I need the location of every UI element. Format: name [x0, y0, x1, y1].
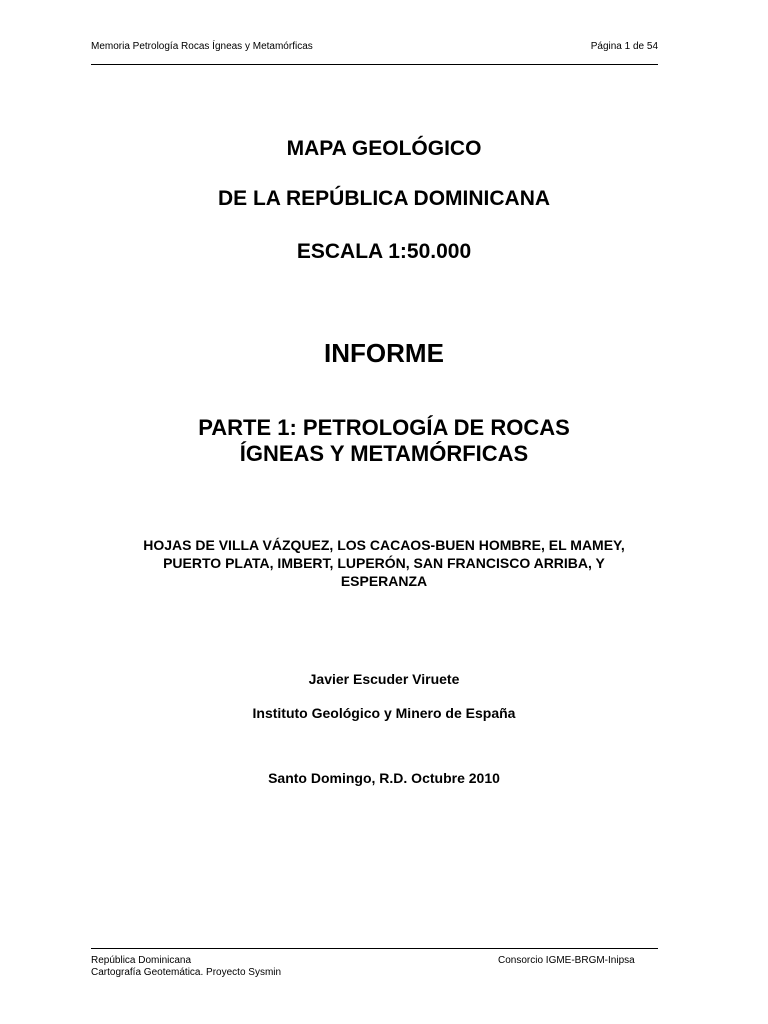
title-line-2: DE LA REPÚBLICA DOMINICANA	[217, 187, 551, 210]
sheets-line-1: HOJAS DE VILLA VÁZQUEZ, LOS CACAOS-BUEN HOMBRE, EL MAMEY,	[143, 537, 625, 553]
sheets-list	[100, 536, 668, 590]
header-page-number: Página 1 de 54	[590, 41, 658, 52]
header-divider	[91, 64, 658, 65]
part-title-line-1: PARTE 1: PETROLOGÍA DE ROCAS	[198, 415, 570, 440]
footer-country: República Dominicana	[91, 955, 192, 966]
author-name: Javier Escuder Viruete	[308, 671, 460, 687]
footer-divider	[91, 948, 658, 949]
sheets-line-3: ESPERANZA	[340, 573, 428, 589]
institution-name: Instituto Geológico y Minero de España	[252, 705, 516, 721]
title-scale: ESCALA 1:50.000	[296, 240, 472, 263]
footer-project: Cartografía Geotemática. Proyecto Sysmin	[91, 967, 282, 978]
place-date: Santo Domingo, R.D. Octubre 2010	[268, 770, 500, 786]
header-document-title: Memoria Petrología Rocas Ígneas y Metamórficas	[91, 41, 313, 52]
sheets-line-2: PUERTO PLATA, IMBERT, LUPERÓN, SAN FRANCISCO ARRIBA, Y	[163, 555, 605, 571]
report-label: INFORME	[324, 338, 444, 368]
footer-left	[91, 955, 281, 979]
title-line-1: MAPA GEOLÓGICO	[286, 137, 482, 160]
footer-consortium: Consorcio IGME-BRGM-Inipsa	[498, 955, 635, 966]
part-title-line-2: ÍGNEAS Y METAMÓRFICAS	[239, 441, 529, 466]
page-header	[91, 40, 658, 58]
